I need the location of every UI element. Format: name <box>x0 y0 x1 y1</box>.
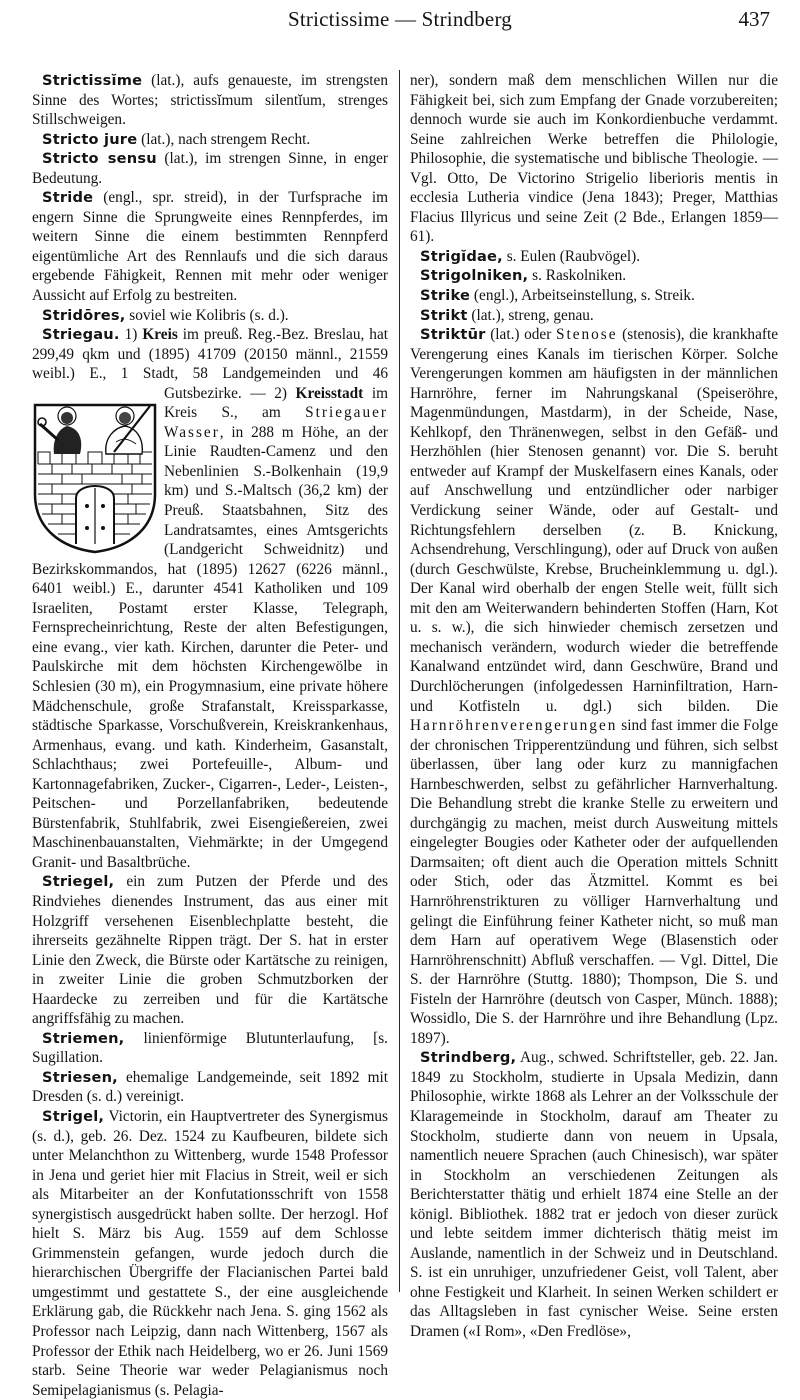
headword: Stricto jure <box>42 130 138 148</box>
entry-striesen <box>32 1068 388 1107</box>
entry-text: , in 288 m Höhe, an der Linie Raudten-Camenz und den Nebenlinien S.-Bolkenhain (19,9 km) und S.-Maltsch (36,2 km) der Preuß. Staatsbahnen, Sitz des Landratsamtes, eines Amtsgerichts (Landgericht Schweidnitz) und Bezirkskommandos, hat (1895) 12627 (6226 männl., 6401 weibl.) E., darunter 4541 Katholiken und 109 Israeliten, Postamt erster Klasse, Telegraph, Fernsprecheinrichtung, Reste der alten Befestigungen, eine evang., vier kath. Kirchen, darunter die Peter- und Paulskirche mit dem höchsten Kirchengewölbe in Schlesien (30 m), ein Progymnasium, eine private höhere Mädchenschule, große Strafanstalt, Kreissparkasse, städtische Sparkasse, Vorschußverein, Kreiskrankenhaus, Armenhaus, evang. und kath. Kinderheim, Gasanstalt, Schlachthaus; zwei Portefeuille-, Album- und Kartonnagefabriken, Zucker-, Cigarren-, Leder-, Leisten-, Peitschen- und Porzellanfabriken, bedeutende Bürstenfabrik, Stuhlfabrik, zwei Eisengießereien, zwei Maschinenbauanstalten, Viehmärkte; in der Umgegend Granit- und Basaltbrüche. <box>32 423 388 871</box>
entry-text: (lat.) oder <box>485 326 556 344</box>
entry-strigel-continued <box>410 71 778 247</box>
entry-text: s. Eulen (Raubvögel). <box>502 247 641 265</box>
column-divider <box>399 70 400 1292</box>
entry-text: im Kreis S., am <box>164 384 388 422</box>
headword: Striktūr <box>420 326 486 344</box>
headword: Strictissĭme <box>42 72 143 89</box>
subhead-kreisstadt: Kreisstadt <box>295 384 364 402</box>
entry-text: ehemalige Landgemeinde, seit 1892 mit Dresden (s. d.) vereinigt. <box>32 1068 388 1106</box>
entry-striktur <box>410 325 778 1048</box>
headword: Strindberg, <box>420 1049 517 1067</box>
entry-stricto-jure <box>32 130 388 150</box>
entry-text: ein zum Putzen der Pferde und des Rindviehes dienendes Instrument, das aus einer mit Holzgriff versehenen Eisenblechplatte besteht, die ihrerseits gezähnelte Rippen trägt. Der S. hat in erster Linie den Zweck, die Bürste oder Kartätsche zu reinigen, in zweiter Linie die groben Schmutzborken der Haardecke zu zerreiben und für die Kartätsche angriffsfähig zu machen. <box>32 873 388 1028</box>
entry-text: Aug., schwed. Schriftsteller, geb. 22. Jan. 1849 zu Stockholm, studierte in Upsala Medizin, dann Philosophie, wirkte 1868 als Lehrer an der Volksschule der Klaragemeinde in Stockholm, darauf am Theater zu Stockholm, studierte dann von neuem in Upsala, namentlich neuere Sprachen (auch Chinesisch), war später in Stockholm an verschiedenen Zeitungen als Berichterstatter thätig und erhielt 1874 eine Stelle an der königl. Bibliothek. 1882 trat er jedoch von dieser zurück und lebte seitdem immer dichterisch thätig meist im Auslande, namentlich in der Schweiz und in Deutschland. S. ist ein unruhiger, unzufriedener Geist, voll Talent, aber ohne Festigkeit und Klarheit. In seinen Werken schildert er das Alltagsleben in fast cynischer Weise. Seine ersten Dramen («I Rom», «Den Fredlöse», <box>410 1049 778 1340</box>
entry-text: (engl., spr. streid), in der Turfsprache im engern Sinne die Sprungweite eines Rennpferdes, im weitern Sinne die einem bestimmten Rennpferd eigentümliche Art des Rennlaufs und die sich daraus ergebende Fähigkeit, Rennen mit mehr oder weniger Aussicht auf Erfolg zu bestreiten. <box>32 189 388 305</box>
entry-stridores <box>32 306 388 326</box>
entry-text: (lat.), streng, genau. <box>467 306 594 324</box>
running-title: Strictissime — Strindberg <box>288 7 512 31</box>
headword: Striegel, <box>42 873 115 891</box>
entry-text: ner), sondern maß dem menschlichen Willen nur die Fähigkeit bei, sich zum Empfang der Gnade vorzubereiten; dennoch wurde sie auch im Konkordienbuche verdammt. Seine zahlreichen Werke betreffen die Philologie, Philosophie, die systematische und biblische Theologie. — Vgl. Otto, De Victorino Strigelio liberioris mentis in ecclesia Lutheria vindice (Jena 1843); Preger, Matthias Flacius Illyricus und seine Zeit (2 Bde., Erlangen 1859—61). <box>410 72 778 246</box>
entry-striemen <box>32 1029 388 1068</box>
headword: Striemen, <box>42 1029 125 1047</box>
subhead-kreis: Kreis <box>142 326 178 344</box>
headword: Strigel, <box>42 1107 105 1125</box>
headword: Stridōres, <box>42 306 126 324</box>
page-header <box>0 0 800 58</box>
right-column <box>410 71 778 1342</box>
entry-strigidae <box>410 247 778 267</box>
spaced-term: Striegauer Wasser <box>164 404 388 441</box>
headword: Striesen, <box>42 1068 118 1086</box>
headword: Stricto sensu <box>42 150 157 168</box>
entry-stride <box>32 188 388 305</box>
entry-text: linienförmige Blutunterlaufung, [s. Sugillation. <box>32 1029 388 1067</box>
entry-strigolniken <box>410 266 778 286</box>
entry-text: (lat.), nach strengem Recht. <box>137 130 311 148</box>
entry-text: (stenosis), die krankhafte Verengerung eines Kanals im tierischen Körper. Solche Verengerungen kommen am häufigsten in der männlichen Harnröhre, ferner im Nahrungskanal (Speiseröhre, Magenmündungen, Mastdarm), in der Scheide, Nase, Kehlkopf, den Thränenwegen, selbst in den Gefäß- und Herzhöhlen (hier Stenosen genannt) vor. Die S. beruht entweder auf Krampf der Muskelfasern eines Kanals, oder auf Anschwellung und entzündlicher oder narbiger Verdickung seiner Wände, oder auf Gestalt- und Richtungsfehlern derselben (z. B. Knickung, Achsendrehung, Verschlingung), oder auf Druck von außen (durch Geschwülste, Krebse, Brucheinklemmung u. dgl.). Der Kanal wird oberhalb der engen Stelle weit, füllt sich mit den am Weiterwandern behinderten Stoffen (Harn, Kot u. s. w.), die sich hinwieder chemisch zersetzen und mechanisch verändern, wodurch wieder die betreffende Kanalwand entzündet wird, dann Geschwüre, Brand und Durchlöcherungen (infolgedessen Harninfiltration, Harn- und Kotfisteln u. dgl.) sich bilden. Die <box>410 326 778 715</box>
entry-text: (lat.), aufs genaueste, im strengsten Sinne des Wortes; strictissĭmum silentĭum, strenges Stillschweigen. <box>32 72 388 129</box>
entry-text: (engl.), Arbeitseinstellung, s. Streik. <box>470 287 695 305</box>
entry-striegel <box>32 872 388 1028</box>
headword: Strigĭdae, <box>420 247 503 265</box>
headword: Strigolniken, <box>420 267 529 285</box>
headword: Stride <box>42 189 94 207</box>
headword: Strikt <box>420 306 468 324</box>
spaced-term: Stenose <box>555 326 618 344</box>
entry-text: s. Raskolniken. <box>528 267 627 285</box>
page-number: 437 <box>738 7 770 31</box>
entry-text: (lat.), im strengen Sinne, in enger Bedeutung. <box>32 150 389 187</box>
entry-strike <box>410 286 778 306</box>
coat-of-arms-icon <box>32 402 158 554</box>
entry-text: im preuß. Reg.-Bez. Breslau, hat 299,49 qkm und (1895) 41709 (20150 männl., 21559 weibl.) E., 1 Stadt, 58 Landgemeinden und 46 Gutsbezirke. — 2) <box>32 326 388 402</box>
entry-text: Victorin, ein Hauptvertreter des Synergismus (s. d.), geb. 26. Dez. 1524 zu Kaufbeuren, bildete sich unter Melanchthon zu Wittenberg, wurde 1548 Professor in Jena und geriet hier mit Flacius in Streit, weil er sich als Mitarbeiter an der Konfutationsschrift von 1558 synergistisch ausgedrückt haben sollte. Der herzogl. Hof hielt S. März bis Aug. 1559 auf dem Schlosse Grimmenstein gefangen, wurde jedoch durch die hierarchischen Übergriffe der Flacianischen Partei bald umgestimmt und gestattete S., der eine ausgleichende Erklärung gab, die Rückkehr nach Jena. S. ging 1562 als Professor nach Leipzig, dann nach Wittenberg, 1567 als Professor der Ethik nach Heidelberg, wo er 26. Juni 1569 starb. Seine Theorie war weder Pelagianismus noch Semipelagianismus (s. Pelagia- <box>32 1107 388 1399</box>
entry-text: 1) <box>119 326 143 344</box>
entry-strictissime <box>32 71 388 130</box>
entry-strikt <box>410 306 778 326</box>
headword: Strike <box>420 287 471 305</box>
entry-strindberg <box>410 1048 778 1341</box>
headword: Striegau. <box>42 326 120 344</box>
entry-text: sind fast immer die Folge der chronischen Tripperentzündung und führen, sich selbst überlassen, über lang oder kurz zu mannigfachen Harnbeschwerden, selbst zu gefährlicher Harnverhaltung. Die Behandlung strebt die kranke Stelle zu erweitern und durchgängig zu machen, meist durch Ausweitung mittels eingelegter Bougies oder Katheter oder der aufquellenden Darmsaiten; oft dient auch die Operation mittels Schnitt oder Stich, oder das Ätzmittel. Kommt es bei Harnröhrenstrikturen zu völliger Harnverhaltung und gelingt die Einführung feiner Katheter nicht, so muß man dem Harn auf operativem Wege (Blasenstich oder Harnröhrenschnitt) Abfluß verschaffen. — Vgl. Dittel, Die S. der Harnröhre (Stuttg. 1880); Thompson, Die S. und Fisteln der Harnröhre (deutsch von Casper, Münch. 1888); Wossidlo, Die S. der Harnröhre und ihre Behandlung (Lpz. 1897). <box>410 717 778 1047</box>
entry-stricto-sensu <box>32 149 388 188</box>
entry-strigel <box>32 1107 388 1400</box>
left-column <box>32 71 388 1400</box>
entry-text: soviel wie Kolibris (s. d.). <box>125 306 289 324</box>
spaced-term: Harnröhrenverengerungen <box>410 717 618 735</box>
